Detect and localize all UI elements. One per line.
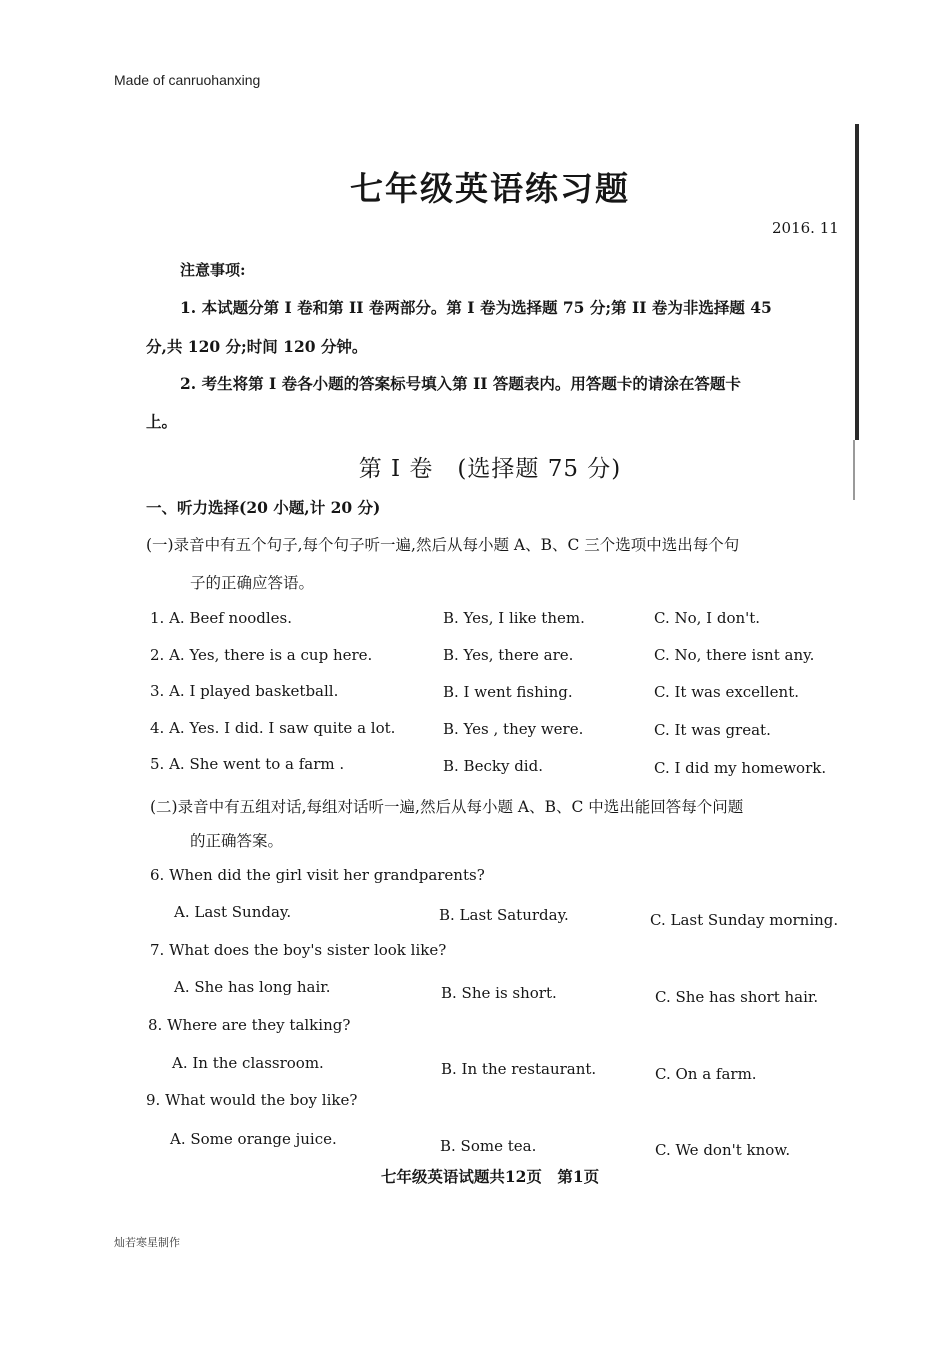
- option-b: B. I went fishing.: [443, 683, 573, 701]
- option-c: C. No, there isnt any.: [654, 646, 815, 664]
- option-a: 5. A. She went to a farm .: [150, 755, 345, 773]
- sub2-instruction-line-1: (二)录音中有五组对话,每组对话听一遍,然后从每小题 A、B、C 中选出能回答每个问题: [150, 798, 744, 816]
- option-b: B. In the restaurant.: [441, 1060, 597, 1078]
- header-note: Made of canruohanxing: [114, 72, 261, 88]
- question-text: 6. When did the girl visit her grandparents?: [150, 866, 485, 884]
- page-number-footer: 七年级英语试题共12页 第1页: [380, 1167, 600, 1186]
- option-b: B. Last Saturday.: [439, 906, 569, 924]
- option-c: C. Last Sunday morning.: [650, 911, 839, 929]
- option-b: B. Yes, there are.: [443, 646, 574, 664]
- option-b: B. Becky did.: [443, 757, 543, 775]
- option-c: C. We don't know.: [655, 1141, 791, 1159]
- section-title: 第 I 卷 (选择题 75 分): [358, 456, 622, 482]
- option-a: 2. A. Yes, there is a cup here.: [150, 646, 373, 664]
- notice-item-1-line-1: 1. 本试题分第 I 卷和第 II 卷两部分。第 I 卷为选择题 75 分;第 II 卷为非选择题 45: [180, 298, 772, 317]
- notice-title: 注意事项:: [180, 261, 246, 279]
- option-b: B. Yes, I like them.: [443, 609, 585, 627]
- option-a: 3. A. I played basketball.: [150, 682, 339, 700]
- page-title: 七年级英语练习题: [350, 169, 630, 208]
- option-c: C. I did my homework.: [654, 759, 827, 777]
- option-b: B. Yes , they were.: [443, 720, 584, 738]
- notice-item-2-line-1: 2. 考生将第 I 卷各小题的答案标号填入第 II 答题表内。用答题卡的请涂在答题卡: [180, 374, 741, 393]
- option-c: C. She has short hair.: [655, 988, 819, 1006]
- sub1-instruction-line-1: (一)录音中有五个句子,每个句子听一遍,然后从每小题 A、B、C 三个选项中选出每个句: [146, 536, 740, 554]
- option-a: A. She has long hair.: [174, 978, 331, 996]
- option-a: A. In the classroom.: [172, 1054, 324, 1072]
- option-a: A. Some orange juice.: [170, 1130, 337, 1148]
- option-a: 4. A. Yes. I did. I saw quite a lot.: [150, 719, 396, 737]
- sub2-instruction-line-2: 的正确答案。: [190, 832, 284, 850]
- sub1-instruction-line-2: 子的正确应答语。: [190, 574, 315, 592]
- option-c: C. No, I don't.: [654, 609, 761, 627]
- question-text: 8. Where are they talking?: [148, 1016, 351, 1034]
- question-text: 9. What would the boy like?: [146, 1091, 358, 1109]
- option-b: B. Some tea.: [440, 1137, 537, 1155]
- option-c: C. It was great.: [654, 721, 771, 739]
- notice-item-2-line-2: 上。: [146, 412, 178, 431]
- footer-note: 灿若寒星制作: [114, 1236, 180, 1249]
- option-c: C. It was excellent.: [654, 683, 799, 701]
- exam-date: 2016. 11: [772, 219, 839, 237]
- option-c: C. On a farm.: [655, 1065, 757, 1083]
- option-a: 1. A. Beef noodles.: [150, 609, 293, 627]
- notice-item-1-line-2: 分,共 120 分;时间 120 分钟。: [146, 337, 368, 356]
- option-a: A. Last Sunday.: [174, 903, 292, 921]
- part1-heading: 一、听力选择(20 小题,计 20 分): [146, 498, 381, 517]
- option-b: B. She is short.: [441, 984, 557, 1002]
- question-text: 7. What does the boy's sister look like?: [150, 941, 447, 959]
